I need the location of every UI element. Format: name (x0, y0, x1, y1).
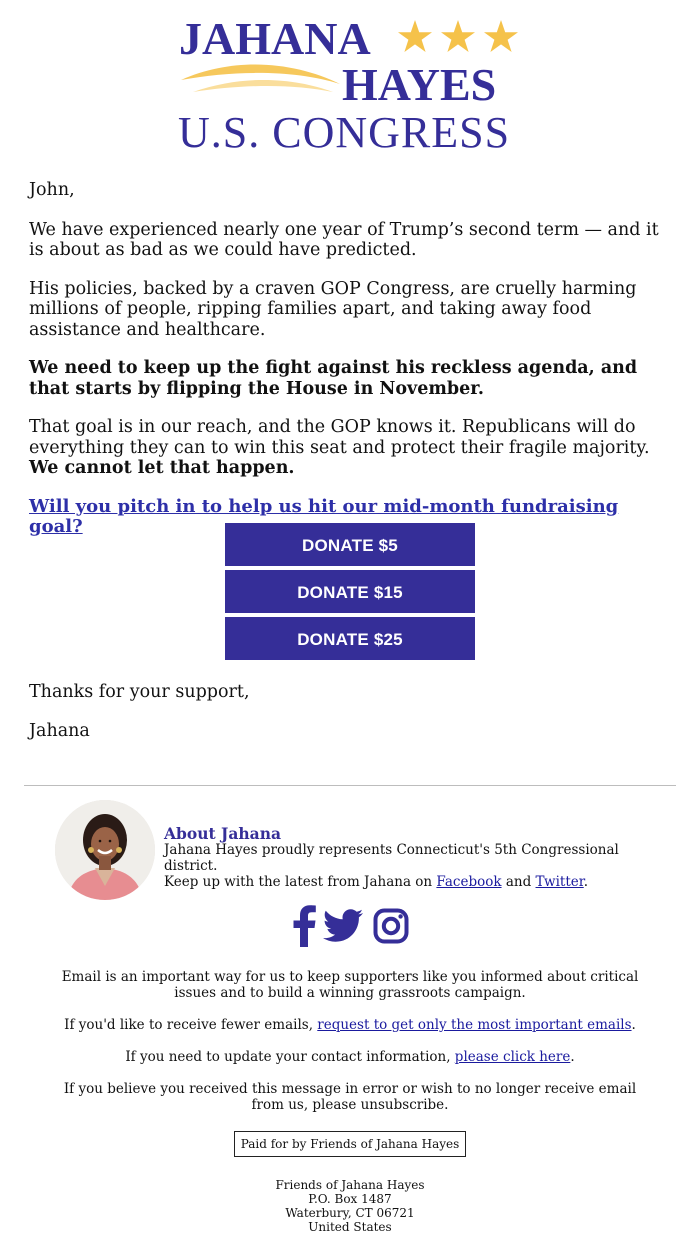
fewer-emails-text: If you'd like to receive fewer emails, (64, 1017, 318, 1033)
about-line-2-text: Keep up with the latest from Jahana on (164, 874, 437, 890)
email-note: Email is an important way for us to keep supporters like you informed about critical issues and to build a winning grassroots campaign. (61, 969, 639, 1001)
portrait-image (55, 800, 155, 900)
address-line-4: United States (308, 1220, 392, 1234)
paragraph-4 (29, 417, 671, 479)
unsubscribe-line: If you believe you received this message in error or wish to no longer receive email from us, please unsubscribe. (63, 1081, 637, 1113)
about-line-2 (164, 874, 664, 890)
update-contact-end: . (570, 1049, 575, 1065)
about-section (164, 826, 664, 890)
paid-for-disclaimer: Paid for by Friends of Jahana Hayes (234, 1131, 467, 1157)
twitter-link[interactable]: Twitter (535, 874, 584, 890)
about-title: About Jahana (164, 824, 282, 843)
fundraising-cta-link[interactable]: Will you pitch in to help us hit our mid-month fundraising goal? (29, 495, 619, 537)
about-and: and (501, 874, 536, 890)
signoff-name: Jahana (29, 720, 90, 741)
paragraph-3: We need to keep up the fight against his reckless agenda, and that starts by flipping the House in November. (29, 358, 638, 399)
signoff-thanks: Thanks for your support, (29, 682, 250, 702)
address-line-2: P.O. Box 1487 (308, 1192, 392, 1206)
footer (50, 969, 650, 1157)
paragraph-1: We have experienced nearly one year of Trump’s second term — and it is about as bad as we could have predicted. (29, 219, 659, 260)
mailing-address (200, 1178, 500, 1234)
address-line-3: Waterbury, CT 06721 (285, 1206, 415, 1220)
donate-5-button[interactable]: DONATE $5 (225, 523, 475, 566)
logo-first-name: JAHANA (179, 14, 371, 64)
donate-25-button[interactable]: DONATE $25 (225, 617, 475, 660)
donate-15-button[interactable]: DONATE $15 (225, 570, 475, 613)
donate-buttons (225, 523, 475, 664)
greeting: John, (29, 180, 75, 200)
twitter-icon[interactable] (323, 909, 363, 943)
facebook-link[interactable]: Facebook (436, 874, 502, 890)
email-body (29, 180, 671, 556)
signoff (29, 682, 529, 759)
campaign-logo (175, 14, 525, 154)
avatar (55, 800, 155, 900)
address-line-1: Friends of Jahana Hayes (275, 1178, 425, 1192)
social-icons (290, 905, 412, 947)
paragraph-4-emphasis: We cannot let that happen. (29, 458, 295, 478)
about-line-1: Jahana Hayes proudly represents Connecticut's 5th Congressional district. (164, 842, 619, 874)
fewer-emails-line (50, 1017, 650, 1033)
fewer-emails-end: . (631, 1017, 636, 1033)
update-contact-link[interactable]: please click here (454, 1049, 571, 1065)
fewer-emails-link[interactable]: request to get only the most important emails (317, 1017, 632, 1033)
paragraph-4-text: That goal is in our reach, and the GOP knows it. Republicans will do everything they can to win this seat and protect their fragile majority. (29, 417, 650, 458)
logo-last-name: HAYES (342, 59, 497, 110)
instagram-icon[interactable] (373, 908, 409, 944)
paragraph-2: His policies, backed by a craven GOP Congress, are cruelly harming millions of people, ripping families apart, and taking away food assistance and healthcare. (29, 278, 637, 340)
section-divider (24, 785, 676, 786)
update-contact-line (50, 1049, 650, 1065)
update-contact-text: If you need to update your contact information, (125, 1049, 455, 1065)
logo-office: U.S. CONGRESS (178, 108, 511, 154)
facebook-icon[interactable] (290, 905, 318, 947)
logo-swoosh (181, 65, 340, 92)
logo-stars (398, 20, 518, 52)
about-line-2-end: . (583, 874, 589, 890)
